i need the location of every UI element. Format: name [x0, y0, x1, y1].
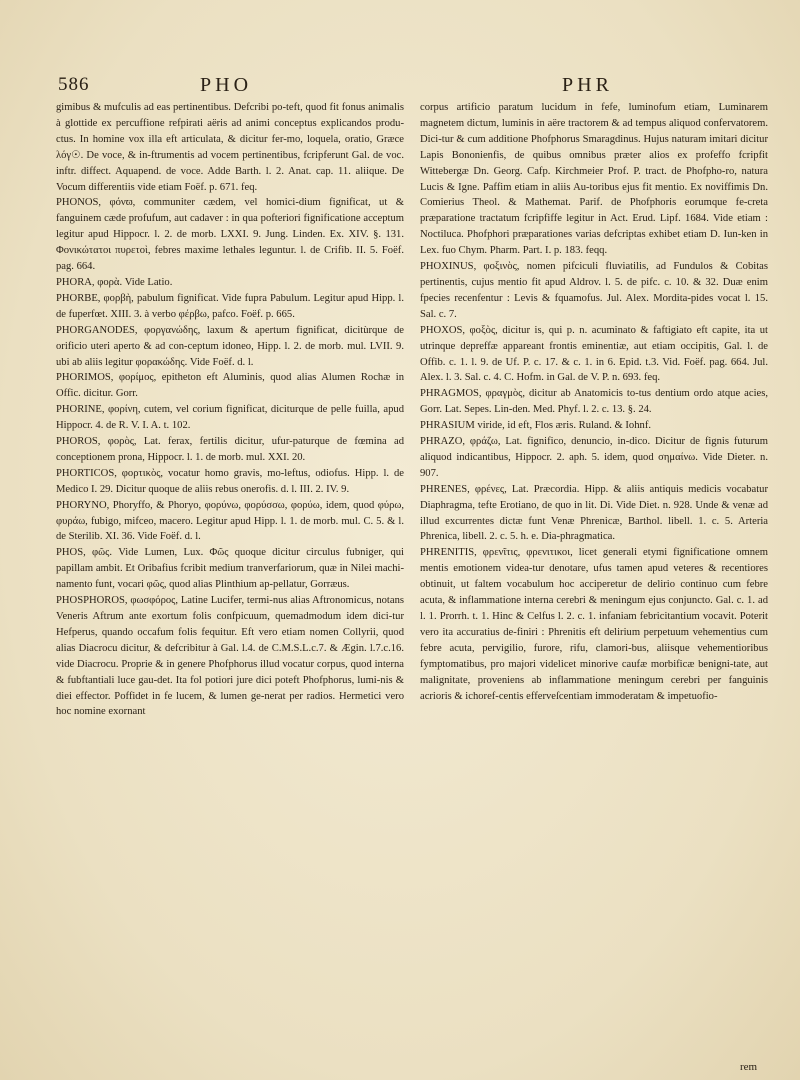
page-number: 586 — [58, 74, 90, 95]
entry-phonos: PHONOS, φόνϖ, communiter cædem, vel homici-dium fignificat, ut & fanguinem cæde profufum, aut cadaver : in qua pofteriori fignificatione acceptum legitur apud Hippocr. l. 2. de morb. LXXI. 9. Jung. Linden. Ex. XIV. §. 131. Φονικώτατοι πυρετοὶ, febres maxime lethales leguntur. l. de Crifib. II. 5. Foëf. pag. 664. — [56, 197, 404, 273]
page-header — [0, 0, 800, 96]
entry-phrenes: PHRENES, φρένες, Lat. Præcordia. Hipp. & aliis antiquis medicis vocabatur Diaphragma, tefte Erotiano, de quo in lit. Di. Vide Diet. n. 928. Unde & venæ ad illud excurrentes dictæ funt Venæ Phrenicæ, Barthol. libell. 1. c. 5. Arteria Phrenica, libell. 2. c. 5. h. e. Dia-phragmatica. — [420, 483, 768, 543]
entry-phoxos: PHOXOS, φοξὸς, dicitur is, qui p. n. acuminato & faftigiato eft capite, ita ut utrinque depreffæ appareant frontis eminentiæ, aut etiam occipitis, Gal. l. de Offib. c. 1. l. 9. de Uf. P. c. 17. & c. 1. in 6. Epid. t.3. Vid. Foëf. pag. 664. Jul. Alex. l. 3. Sal. c. 4. C. Hofm. in Gal. de V. P. n. 693. feq. — [420, 324, 768, 384]
paragraph: corpus artificio paratum lucidum in fefe, luminofum etiam, Luminarem magnetem dictum, luminis in aëre tractorem & ad tempus aliquod confervatorem. Dici-tur & cum additione Phofphorus Smaragdinus. Hujus naturam imitari dicitur Lapis Bononienfis, de quibus omnibus præter alios ex profeffo fcripfit Wittebergæ Dn. Georg. Cafp. Kirchmeier Prof. P. tract. de Phofpho-ro, natura Lucis & Igne. Paffim etiam in aliis Au-toribus ejus fit mentio. Ex noviffimis Dn. Comierius Theol. & Mathemat. Parif. de Phofphoris eorumque fe-creta præparatione tractatum fcripfiffe legitur in Act. Erud. Lipf. 1684. Vide etiam : Noctiluca. Phofphori præparationes varias defcriptas exhibet etiam D. Iun-ken in Lex. fuo Chym. Pharm. Part. I. p. 183. feqq. — [420, 102, 768, 257]
right-column — [420, 100, 768, 720]
entry-phora: PHORA, φορὰ. Vide Latio. — [56, 276, 173, 288]
entry-phosphoros: PHOSPHOROS, φωσφόρος, Latine Lucifer, termi-nus alias Aftronomicus, notans Veneris Aftrum ante exortum folis confpicuum, quemadmodum idem dici-tur Hefperus, quando occafum folis fequitur. Eft vero etiam nomen Collyrii, quod alias Diacrocu dicitur, & defcribitur à Gal. l.4. de C.M.S.L.c.7. & Ægin. l.7.c.16. vide Diacrocu. Proprie & in genere Phofphorus illud vocatur corpus, quod interna & fubftantiali luce gau-det. Ita fol potiori jure dici poteft Phofphorus, lumi-nis & diei effector. Poffidet in fe lucem, & lumen ge-nerat per radios. Hermetici vero hoc nomine exornant — [56, 595, 404, 718]
running-head-right: PHR — [562, 74, 613, 96]
entry-phorganodes: PHORGANODES, φοργανώδης, laxum & apertum fignificat, dicitùrque de orificio uteri aperto & ad con-ceptum idoneo, Hipp. l. 2. de morb. mul. LVII. 9. ubi ab aliis legitur φορακώδης. Vide Foëf. d. l. — [56, 324, 404, 368]
entry-phrazo: PHRAZO, φράζω, Lat. fignifico, denuncio, in-dico. Dicitur de fignis futurum aliquod indicantibus, Hippocr. 2. aph. 5. idem, quod σημαίνω. Vide Dieter. n. 907. — [420, 436, 768, 479]
entry-phorimos: PHORIMOS, φορίμος, epitheton eft Aluminis, quod alias Alumen Rochæ in Offic. dicitur. Gorr. — [56, 372, 404, 400]
entry-phoxinus: PHOXINUS, φοξινὸς, nomen pifciculi fluviatilis, ad Fundulos & Cobitas pertinentis, cujus mentio fit apud Aldrov. l. 5. de pifc. c. 10. & 32. Duæ enim fpecies recenfentur : Levis & fquamofus. Jul. Alex. Mordita-pides vocat l. 15. Sal. c. 7. — [420, 261, 768, 320]
entry-phoryno: PHORYNO, Phoryffo, & Phoryo, φορύνω, φορύσσω, φορύω, idem, quod φύρω, φυράω, fubigo, mifceo, macero. Legitur apud Hipp. l. 1. de morb. mul. C. 5. & l. de Sterilib. XI. 36. Vide Foëf. d. l. — [56, 499, 404, 543]
entry-phragmos: PHRAGMOS, φραγμὸς, dicitur ab Anatomicis to-tus dentium ordo atque acies, Gorr. Lat. Sepes. Lin-den. Med. Phyf. l. 2. c. 13. §. 24. — [420, 388, 768, 416]
entry-phrenitis: PHRENITIS, φρενῖτις, φρενιτικοι, licet generali etymi fignificatione omnem mentis emotionem videa-tur denotare, ufus tamen apud veteres & recentiores obtinuit, ut faltem vocabulum hoc acciperetur de delirio continuo cum febre acuta, & inflammatione interna cerebri & meningum ejus conjuncto. Gal. c. 1. ad l. 1. Prorrh. t. 1. Hinc & Celfus l. 2. c. 1. infaniam febricitantium vocavit. Poterit vero ita accuratius de-finiri : Phrenitis eft delirium perpetuum vehementius cum febre acuta, pervigilio, furore, rifu, clamori-bus, aliisque vehementioribus fymptomatibus, pro majori videlicet minorive caufæ morbificæ benigni-tate, aut malignitate, proveniens ab inflammatione meningum cerebri per fanguinis acrioris & ichoref-centis efferveſcentiam immoderatam & impetuofio- — [420, 547, 768, 702]
text-columns — [56, 100, 768, 720]
running-head-left: PHO — [200, 74, 253, 96]
entry-phrasium: PHRASIUM viride, id eft, Flos æris. Ruland. & Iohnf. — [420, 420, 652, 432]
entry-phorbe: PHORBE, φορβὴ, pabulum fignificat. Vide fupra Pabulum. Legitur apud Hipp. l. de fuperfœt. XIII. 3. à verbo φέρβω, pafco. Foëf. p. 665. — [56, 292, 404, 320]
entry-phorine: PHORINE, φορίνη, cutem, vel corium fignificat, diciturque de pelle fuilla, apud Hippocr. 4. de R. V. I. A. t. 102. — [56, 404, 404, 432]
catchword: rem — [740, 1061, 758, 1073]
paragraph: gimibus & mufculis ad eas pertinentibus. Defcribi po-teft, quod fit fonus animalis à glottide ex percuffione refpirati aëris ad animi conceptus explicandos produ-ctus. In homine vox illa eft articulata, & dicitur fer-mo, loquela, oratio, Græce λόγ☉. De voce, & in-ftrumentis ad vocem pertinentibus, fcripferunt Gal. de voc. inftr. diffect. Aquapend. de voce. Adde Barth. l. 2. Anat. cap. 11. aliique. De Vocum differentiis vide etiam Foëf. p. 671. feq. — [56, 102, 404, 193]
entry-phos: PHOS, φῶς. Vide Lumen, Lux. Φῶς quoque dicitur circulus fubniger, qui papillam ambit. Et Oribafius fcribit medium tranverfariorum, quæ in Nilei machi-namento funt, vocari φῶς, quod alias Plinthium ap-pellatur, Gorræus. — [56, 547, 404, 591]
entry-phoros: PHOROS, φορὸς, Lat. ferax, fertilis dicitur, ufur-paturque de fœmina ad conceptionem prona, Hippocr. l. 1. de morb. mul. XXI. 20. — [56, 436, 404, 463]
entry-phorticos: PHORTICOS, φορτικὸς, vocatur homo gravis, mo-leftus, odiofus. Hipp. l. de Medico I. 29. Dicitur quoque de aliis rebus onerofis. d. l. III. 2. IV. 9. — [56, 467, 404, 495]
left-column — [56, 100, 404, 720]
